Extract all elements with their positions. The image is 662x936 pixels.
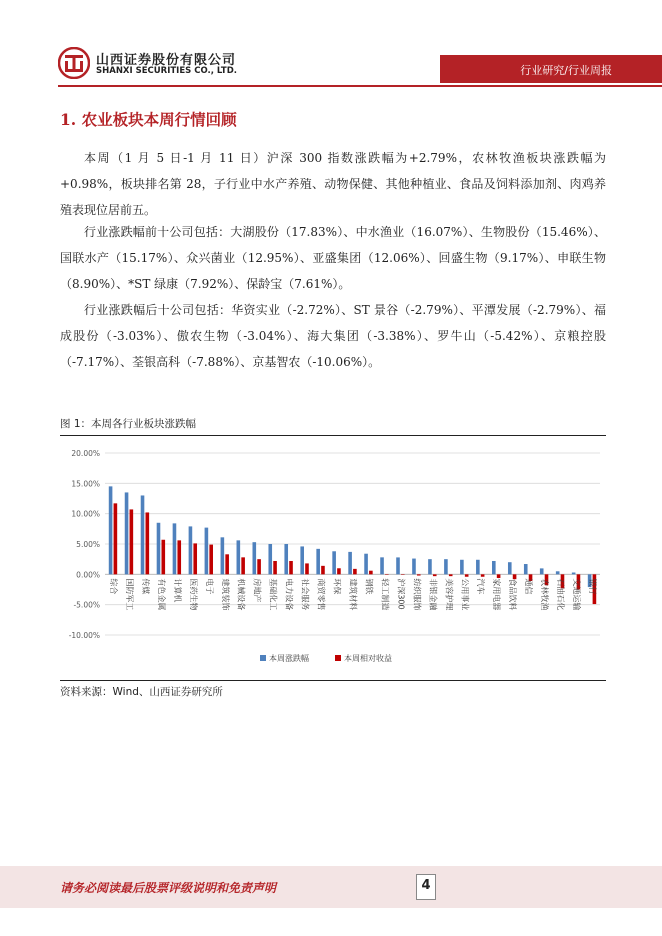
chart-container [60, 439, 606, 675]
bar-relative-return [257, 559, 261, 574]
bar-weekly-change [157, 523, 161, 575]
legend-label-weekly-change: 本周涨跌幅 [269, 654, 309, 663]
bar-relative-return [305, 563, 309, 574]
bar-relative-return [385, 574, 389, 575]
bar-relative-return [337, 568, 341, 574]
bar-relative-return [433, 574, 437, 576]
bar-weekly-change [205, 528, 209, 575]
x-category-label: 建筑材料 [348, 578, 358, 611]
section-title: 1. 农业板块本周行情回顾 [60, 110, 237, 129]
bar-weekly-change [460, 560, 464, 575]
figure-top-rule [60, 435, 606, 436]
bar-weekly-change [524, 564, 528, 574]
paragraph-top-ten: 行业涨跌幅前十公司包括：大湖股份（17.83%）、中水渔业（16.07%）、生物股份（15.46%）、国联水产（15.17%）、众兴菌业（12.95%）、亚盛集团（12.06%）、回盛生物（9.17%）、申联生物（8.90%）、*ST 绿康（7.92%）、保龄宝（7.61%）。 [60, 225, 606, 291]
company-name-en: SHANXI SECURITIES CO., LTD. [96, 66, 238, 76]
bar-relative-return [481, 574, 485, 576]
bar-weekly-change [572, 573, 576, 575]
figure-source: 资料来源：Wind、山西证券研究所 [60, 686, 223, 698]
bar-weekly-change [364, 554, 368, 575]
x-category-label: 银行 [588, 578, 598, 595]
bar-weekly-change [428, 559, 432, 574]
report-category: 行业研究/行业周报 [520, 64, 612, 77]
y-tick-label: 15.00% [71, 479, 100, 489]
bar-weekly-change [332, 551, 336, 574]
bar-relative-return [177, 540, 181, 574]
bar-relative-return [209, 545, 213, 575]
x-category-label: 通信 [524, 578, 534, 595]
x-category-label: 传媒 [140, 578, 150, 595]
bar-weekly-change [284, 544, 288, 574]
x-category-label: 基础化工 [268, 578, 278, 611]
bar-relative-return [193, 543, 197, 574]
bar-weekly-change [268, 544, 272, 574]
x-category-label: 综合 [108, 578, 118, 595]
x-category-label: 钢铁 [364, 578, 374, 595]
bar-weekly-change [556, 571, 560, 574]
x-category-label: 医药生物 [188, 578, 198, 611]
page-number-box [416, 874, 436, 900]
paragraph-market-review: 本周（1 月 5 日-1 月 11 日）沪深 300 指数涨跌幅为+2.79%，农林牧渔板块涨跌幅为+0.98%，板块排名第 28，子行业中水产养殖、动物保健、其他种植业、食品及饲料添加剂、肉鸡养殖表现位居前五。 [60, 151, 606, 217]
bar-relative-return [273, 561, 277, 574]
header-divider [58, 85, 662, 87]
x-category-label: 建筑装饰 [220, 578, 230, 611]
x-category-label: 电力设备 [284, 578, 294, 611]
y-tick-label: -10.00% [68, 631, 100, 640]
bar-weekly-change [476, 560, 480, 575]
bar-weekly-change [125, 492, 129, 574]
x-category-label: 计算机 [172, 578, 182, 603]
x-category-label: 房地产 [252, 578, 262, 603]
bar-relative-return [401, 574, 405, 575]
bar-relative-return [146, 512, 150, 574]
bar-weekly-change [348, 552, 352, 574]
x-category-label: 环保 [332, 578, 342, 595]
bar-relative-return [241, 557, 245, 574]
x-category-label: 交通运输 [572, 578, 582, 611]
bar-weekly-change [316, 549, 320, 574]
bar-weekly-change [109, 486, 113, 574]
x-category-label: 美容护理 [444, 578, 454, 611]
footer-disclaimer[interactable]: 请务必阅读最后股票评级说明和免责声明 [60, 881, 277, 895]
x-category-label: 纺织服饰 [412, 578, 422, 611]
bar-weekly-change [173, 523, 177, 574]
bar-weekly-change [396, 557, 400, 574]
bar-weekly-change [252, 542, 256, 574]
bar-relative-return [289, 561, 293, 574]
bar-relative-return [353, 569, 357, 574]
y-tick-label: 20.00% [71, 449, 100, 458]
bar-relative-return [449, 574, 453, 576]
bar-weekly-change [141, 495, 145, 574]
bar-relative-return [161, 540, 165, 575]
x-category-label: 汽车 [476, 578, 486, 595]
legend-swatch-weekly-change [260, 655, 266, 661]
page-number: 4 [421, 878, 431, 893]
bar-weekly-change [540, 568, 544, 574]
figure-bottom-rule [60, 680, 606, 681]
x-category-label: 商贸零售 [316, 578, 326, 611]
x-category-label: 有色金属 [156, 578, 166, 611]
shanxi-securities-logo-icon [58, 47, 90, 79]
company-name-cn: 山西证券股份有限公司 [96, 53, 237, 68]
bar-weekly-change [492, 561, 496, 574]
x-category-label: 电子 [204, 578, 214, 595]
x-category-label: 石油石化 [556, 578, 566, 611]
bar-weekly-change [221, 537, 225, 574]
x-category-label: 家用电器 [492, 578, 502, 611]
figure-caption: 图 1：本周各行业板块涨跌幅 [60, 418, 197, 430]
y-tick-label: 0.00% [76, 570, 100, 580]
bar-relative-return [369, 571, 373, 575]
y-tick-label: 10.00% [71, 509, 100, 519]
bar-weekly-change [237, 540, 241, 574]
bar-relative-return [465, 574, 469, 576]
bar-weekly-change [444, 559, 448, 574]
paragraph-bottom-ten: 行业涨跌幅后十公司包括：华资实业（-2.72%）、ST 景谷（-2.79%）、平潭发展（-2.79%）、福成股份（-3.03%）、傲农生物（-3.04%）、海大集团（-3.38%）、罗牛山（-5.42%）、京粮控股（-7.17%）、荃银高科（-7.88%）、京基智农（-10.06%）。 [60, 303, 606, 369]
x-category-label: 国防军工 [124, 578, 134, 611]
x-category-label: 农林牧渔 [540, 578, 550, 611]
bar-relative-return [417, 574, 421, 575]
bar-weekly-change [189, 526, 193, 574]
x-category-label: 社会服务 [300, 578, 310, 611]
y-tick-label: 5.00% [76, 540, 100, 549]
bar-relative-return [114, 503, 118, 574]
bar-weekly-change [300, 546, 304, 574]
bar-relative-return [321, 566, 325, 574]
page-header [0, 0, 662, 90]
legend-label-relative-return: 本周相对收益 [344, 654, 392, 663]
x-category-label: 沪深300 [396, 578, 406, 610]
x-category-label: 公用事业 [460, 578, 470, 611]
x-category-label: 食品饮料 [508, 578, 518, 611]
x-category-label: 轻工制造 [380, 578, 390, 611]
bar-weekly-change [508, 562, 512, 574]
industry-returns-chart [60, 439, 606, 675]
x-category-label: 机械设备 [236, 578, 246, 611]
bar-weekly-change [380, 557, 384, 574]
legend-swatch-relative-return [335, 655, 341, 661]
x-category-label: 非银金融 [428, 578, 438, 611]
y-tick-label: -5.00% [73, 600, 100, 610]
bar-relative-return [130, 509, 134, 574]
bar-weekly-change [412, 559, 416, 575]
bar-relative-return [225, 554, 229, 574]
